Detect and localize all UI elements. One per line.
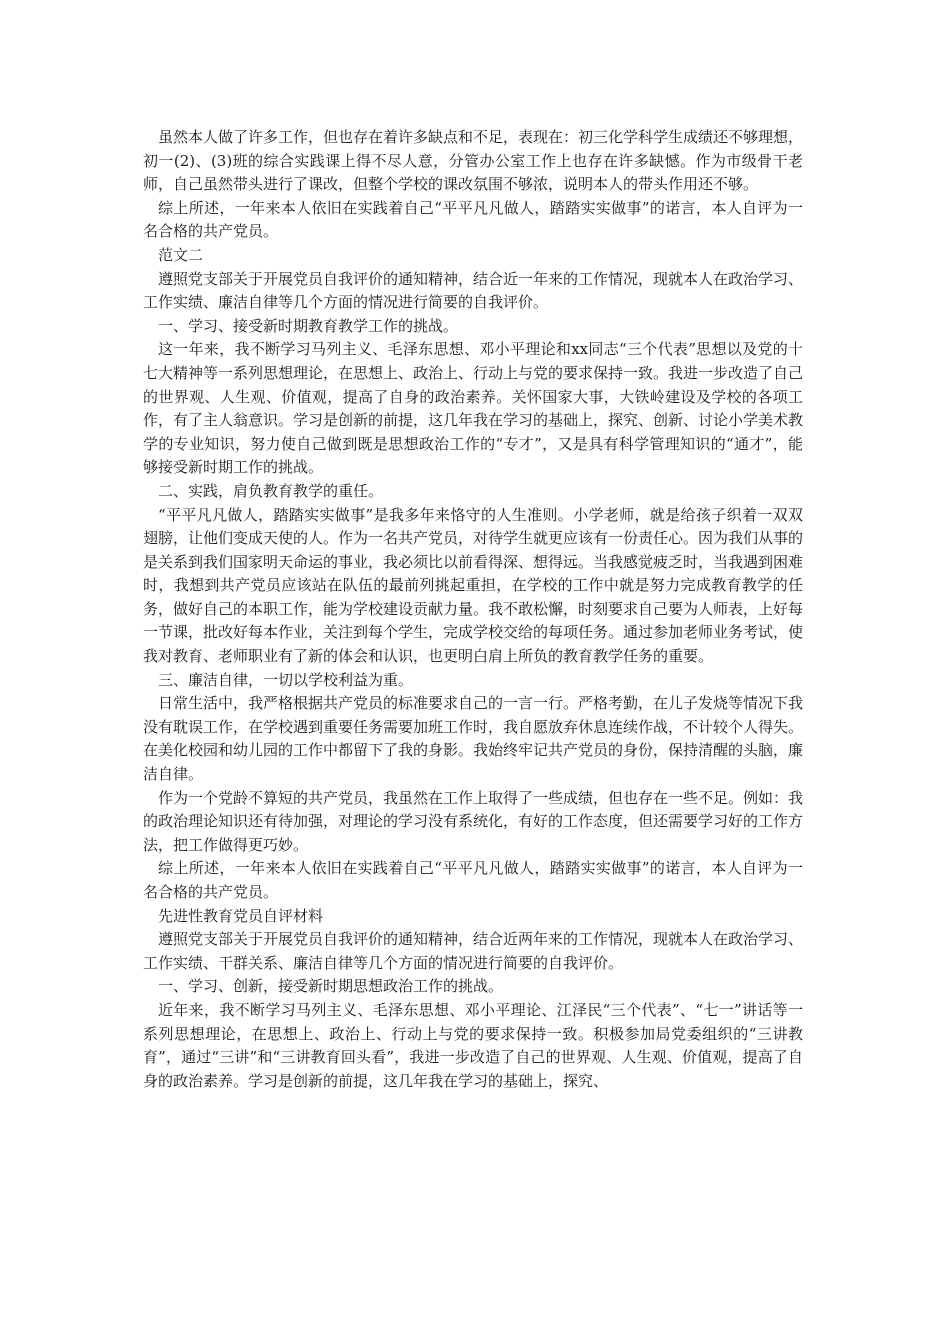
paragraph: 综上所述，一年来本人依旧在实践着自己“平平凡凡做人，踏踏实实做事”的诺言，本人自评为一名合格的共产党员。: [143, 198, 803, 241]
section-heading: 一、学习、接受新时期教育教学工作的挑战。: [158, 316, 459, 335]
paragraph: 遵照党支部关于开展党员自我评价的通知精神，结合近一年来的工作情况，现就本人在政治学习、工作实绩、廉洁自律等几个方面的情况进行简要的自我评价。: [143, 269, 804, 312]
section-heading: 一、学习、创新，接受新时期思想政治工作的挑战。: [158, 977, 504, 996]
paragraph: 日常生活中，我严格根据共产党员的标准要求自己的一言一行。严格考勤，在儿子发烧等情况下我没有耽误工作，在学校遇到重要任务需要加班工作时，我自愿放弃休息连续作战，不计较个人得失。在美化校园和幼儿园的工作中都留下了我的身影。我始终牢记共产党员的身份，保持清醒的头脑，廉洁自律。: [143, 694, 804, 784]
section-heading: 先进性教育党员自评材料: [158, 906, 324, 925]
paragraph: 作为一个党龄不算短的共产党员，我虽然在工作上取得了一些成绩，但也存在一些不足。例如：我的政治理论知识还有待加强，对理论的学习没有系统化，有好的工作态度，但还需要学习好的工作方法，把工作做得更巧妙。: [143, 788, 804, 854]
paragraph: 遵照党支部关于开展党员自我评价的通知精神，结合近两年来的工作情况，现就本人在政治学习、工作实绩、干群关系、廉洁自律等几个方面的情况进行简要的自我评价。: [143, 930, 804, 972]
section-heading: 二、实践，肩负教育教学的重任。: [158, 481, 384, 500]
section-heading: 范文二: [158, 245, 204, 264]
paragraph: “平平凡凡做人，踏踏实实做事”是我多年来恪守的人生准则。小学老师，就是给孩子织着一双双翅膀，让他们变成天使的人。作为一名共产党员，对待学生就更应该有一份责任心。因为我们从事的是关系到我们国家明天命运的事业，我必须比以前看得深、想得远。当我感觉疲乏时，当我遇到困难时，我想到共产党员应该站在队伍的最前列挑起重担，在学校的工作中就是努力完成教育教学的任务，做好自己的本职工作，能为学校建设贡献力量。我不敢松懈，时刻要求自己要为人师表，上好每一节课，批改好每本作业，关注到每个学生，完成学校交给的每项任务。通过参加老师业务考试，使我对教育、老师职业有了新的体会和认识，也更明白肩上所负的教育教学任务的重要。: [143, 505, 804, 666]
paragraph: 这一年来，我不断学习马列主义、毛泽东思想、邓小平理论和xx同志“三个代表”思想以及党的十七大精神等一系列思想理论，在思想上、政治上、行动上与党的要求保持一致。我进一步改造了自己的世界观、人生观、价值观，提高了自身的政治素养。关怀国家大事，大铁岭建设及学校的各项工作，有了主人翁意识。学习是创新的前提，这几年我在学习的基础上，探究、创新、讨论小学美术教学的专业知识，努力使自己做到既是思想政治工作的“专才”，又是具有科学管理知识的“通才”，能够接受新时期工作的挑战。: [143, 340, 804, 477]
paragraph: 虽然本人做了许多工作，但也存在着许多缺点和不足，表现在：初三化学科学生成绩还不够理想，初一(2)、(3)班的综合实践课上得不尽人意，分管办公室工作上也存在许多缺憾。作为市级骨干老师，自己虽然带头进行了课改，但整个学校的课改氛围不够浓，说明本人的带头作用还不够。: [143, 128, 804, 194]
document-body: [143, 126, 803, 1093]
section-heading: 三、廉洁自律，一切以学校利益为重。: [158, 670, 414, 689]
paragraph: 近年来，我不断学习马列主义、毛泽东思想、邓小平理论、江泽民“三个代表”、“七一”讲话等一系列思想理论，在思想上、政治上、行动上与党的要求保持一致。积极参加局党委组织的“三讲教育”，通过“三讲”和“三讲教育回头看”，我进一步改造了自己的世界观、人生观、价值观，提高了自身的政治素养。学习是创新的前提，这几年我在学习的基础上，探究、: [143, 1000, 803, 1090]
paragraph: 综上所述，一年来本人依旧在实践着自己“平平凡凡做人，踏踏实实做事”的诺言，本人自评为一名合格的共产党员。: [143, 859, 803, 901]
